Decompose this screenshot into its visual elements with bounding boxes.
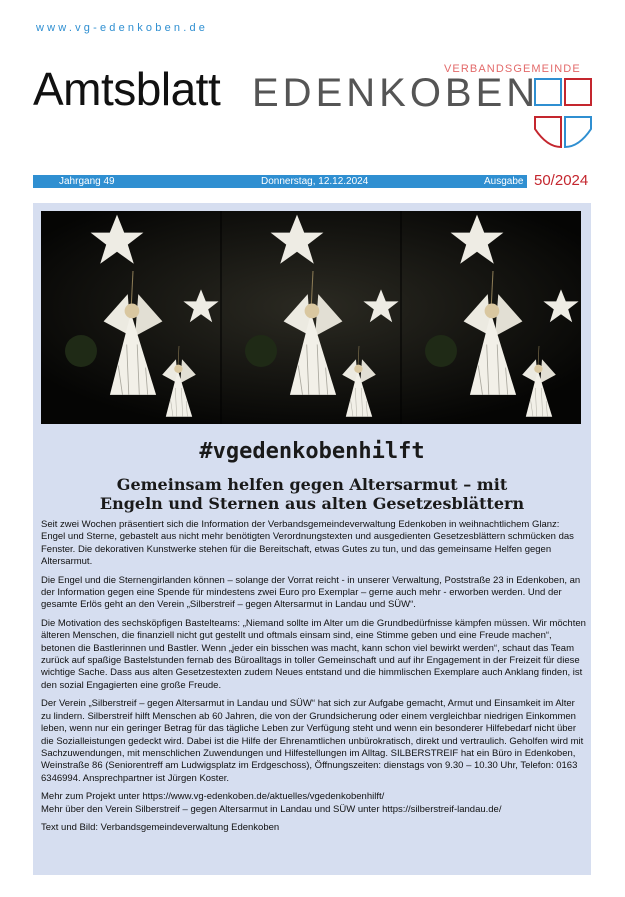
publication-title: Amtsblatt: [33, 63, 221, 115]
org-label: VERBANDSGEMEINDE: [444, 63, 581, 75]
website-url[interactable]: www.vg-edenkoben.de: [36, 22, 209, 34]
issue-label: Ausgabe: [484, 176, 524, 187]
article-photo: [41, 211, 581, 424]
info-bar: [33, 175, 527, 188]
association-link[interactable]: Mehr über den Verein Silberstreif – gegen Altersarmut in Landau und SÜW unter https://silberstreif-landau.de/: [41, 803, 502, 815]
article-headline: [33, 475, 591, 513]
paragraph: Der Verein „Silberstreif – gegen Altersarmut in Landau und SÜW“ hat sich zur Aufgabe gemacht, Armut und Einsamkeit im Alter zu lindern. Silberstreif hilft Menschen ab 60 Jahren, die von der Grundsicherung oder einem vergleichbar niedrigen Einkommen leben, wenn nur ein geringer Betrag für das tägliche Leben zur Verfügung steht und wenn ein besonderer Hilfebedarf nicht über die Sozialleistungen gedeckt wird. Dabei ist die Hilfe der Ehrenamtlichen unbürokratisch, direkt und vertraulich. Geholfen wird mit Sachzuwendungen, mit menschlichen Zuwendungen und Hilfestellungen im Alltag. SILBERSTREIF hat ein Büro in Edenkoben, Weinstraße 86 (Seniorentreff am Ludwigsplatz im Erdgeschoss), Öffnungszeiten: dienstags von 9.30 – 10.30 Uhr, Telefon: 0163 6346994. Ansprechpartner ist Jürgen Koster.: [41, 698, 584, 784]
article-body: [41, 519, 586, 840]
headline-line-1: Gemeinsam helfen gegen Altersarmut – mit: [116, 475, 508, 494]
article-panel: [33, 203, 591, 875]
paragraph: Die Engel und die Sternengirlanden können – solange der Vorrat reicht - in unserer Verwaltung, Poststraße 23 in Edenkoben, an der Information gegen eine Spende für mindestens zwei Euro pro Exemplar – gerne auch mehr - erworben werden. Und der gesamte Erlös geht an den Verein „Silberstreif – gegen Altersarmut in Landau und SÜW“.: [41, 574, 581, 611]
org-wordmark: EDENKOBEN: [252, 71, 540, 115]
paragraph: Die Motivation des sechsköpfigen Bastelteams: „Niemand sollte im Alter um die Grundbedürfnisse kämpfen müssen. Wir möchten älteren Menschen, die finanziell nicht gut gestellt und oftmals einsam sind, eine Stimme geben und eine Freude machen“, betonen die Bastlerinnen und Bastler. Wenn „jeder ein bisschen was macht, kann schon viel bewirkt werden“, schaut das Team zurück auf spaßige Bastelstunden fernab des Büroalltags in toller Gemeinschaft und auf ihr Engagement in der Freizeit für diese wichtige Sache. Dass aus alten Gesetzestexten zudem Neues entstand und die himmlischen Exemplare auch Anklang finden, ist den sozial Engagierten eine große Freude.: [41, 617, 586, 691]
coat-of-arms-logo: [533, 77, 593, 151]
issue-date: Donnerstag, 12.12.2024: [261, 176, 369, 187]
credit-line: Text und Bild: Verbandsgemeindeverwaltung Edenkoben: [41, 821, 280, 833]
project-link[interactable]: Mehr zum Projekt unter https://www.vg-edenkoben.de/aktuelles/vgedenkobenhilft/: [41, 791, 385, 803]
issue-number: 50/2024: [534, 172, 589, 189]
paragraph: Seit zwei Wochen präsentiert sich die Information der Verbandsgemeindeverwaltung Edenkoben in weihnachtlichem Glanz: Engel und Sterne, gebastelt aus nicht mehr benötigten Verordnungstexten und ausgedienten Gesetzesblättern schmücken das Fenster. Die dekorativen Kunstwerke stehen für die Bereitschaft, etwas Gutes zu tun, und das gemeinsame Helfen gegen Altersarmut.: [41, 519, 574, 568]
article-hashtag: #vgedenkobenhilft: [199, 439, 425, 464]
headline-line-2: Engeln und Sternen aus alten Gesetzesblättern: [99, 494, 525, 513]
volume-label: Jahrgang 49: [59, 176, 115, 187]
